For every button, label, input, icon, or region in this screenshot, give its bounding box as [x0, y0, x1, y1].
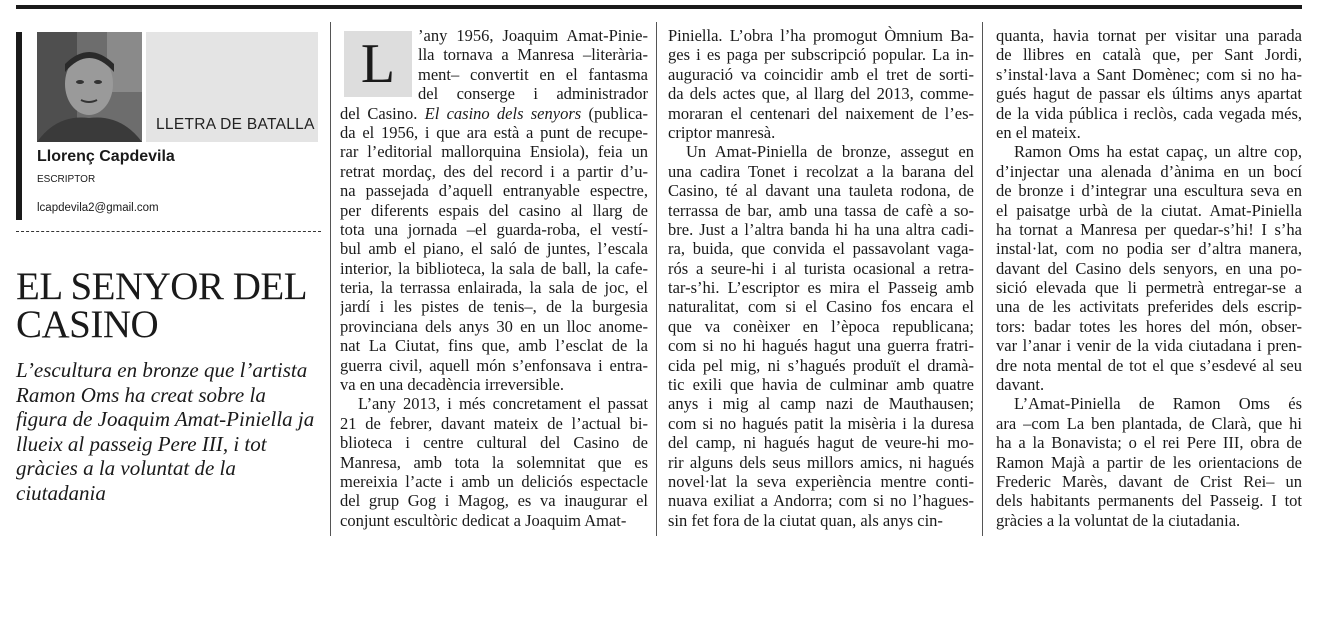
text-line: com si no hi hagués hagut una guerra fratri-	[668, 336, 974, 356]
text-line: anys i mig al camp nazi de Mauthausen;	[668, 394, 974, 414]
text-line: da dels actes que, al llarg del 2013, comme-	[668, 84, 974, 104]
text-line: gràcies a la voluntat de la ciutadania.	[996, 510, 1241, 530]
text-line: ra, buida, que convida el passavolant vaga-	[668, 239, 974, 259]
text-line: de la vida pública i reclòs, cada vegada més,	[996, 103, 1302, 123]
author-photo	[37, 32, 142, 142]
article-column-2	[668, 26, 974, 530]
text-line: sició elevada que li permetrà entregar-se a	[996, 278, 1302, 298]
text-line: una de les activitats preferides dels escrip-	[996, 297, 1302, 317]
text-line: per diferents espais del casino al llarg de	[340, 200, 648, 220]
text-line: ment– convertit en el fantasma	[418, 64, 648, 84]
text-line: ha tornat a Manresa per quedar-s’hi! I s’ha	[996, 219, 1302, 239]
text-line: 21 de febrer, davant mateix de l’actual bi-	[340, 413, 648, 433]
text-line: var l’anar i venir de la vida ciutadana i pren-	[996, 336, 1302, 356]
section-label-box	[146, 32, 318, 142]
column-rule	[656, 22, 657, 536]
text-line: ges i es paga per subscripció popular. La in-	[668, 45, 974, 65]
text-line: terrassa de bar, amb una tassa de cafè a so-	[668, 200, 974, 220]
text-line: teria, la terrassa enlairada, la sala de joc, el	[340, 278, 648, 298]
text-line: na passejada d’aquell entranyable espectre,	[340, 181, 648, 201]
text-line: jardí i les pistes de tenis–, de la burgesia	[340, 297, 648, 317]
article-column-3	[996, 26, 1302, 530]
text-line: ha a la Bonavista; o el rei Pere III, obra de	[996, 433, 1302, 453]
text-line: Piniella. L’obra l’ha promogut Òmnium Ba-	[668, 26, 974, 45]
drop-cap: L	[344, 31, 412, 97]
text-line: auguració va coincidir amb el tret de sorti-	[668, 64, 974, 84]
text-line: bre. Just a l’altra banda hi ha una altra cadi-	[668, 219, 974, 239]
text-line: sin fet fora de la ciutat quan, als anys cin-	[668, 510, 943, 530]
author-accent-bar	[16, 32, 22, 220]
text-line: dre nota mental de tot el que s’esdevé al seu	[996, 355, 1302, 375]
text-line: tors: badar totes les hores del món, obser-	[996, 316, 1302, 336]
text-line: davant.	[996, 375, 1045, 395]
text-line: el paisatge urbà de la ciutat. Amat-Piniella	[996, 200, 1302, 220]
text-line: nat La Ciutat, fins que, amb l’esclat de la	[340, 336, 648, 356]
text-line: criptor manresà.	[668, 122, 776, 142]
column-rule	[982, 22, 983, 536]
text-line: Ramon Majà a partir de les orientacions de	[996, 452, 1302, 472]
text-line: s’instal·lava a Sant Domènec; com si no ha-	[996, 64, 1302, 84]
text-line: davant del Casino dels senyors, en una po-	[996, 258, 1302, 278]
text-line: L’Amat-Piniella de Ramon Oms és	[1014, 394, 1302, 414]
text-line: de llibres en català que, per Sant Jordi,	[996, 45, 1302, 65]
text-line: rar l’editorial mallorquina Ensiola), feia un	[340, 142, 648, 162]
divider	[16, 231, 321, 232]
text-line: com si no hagués patit la misèria i la duresa	[668, 413, 974, 433]
text-line: cida pel mig, ni s’hagués produït el dramà-	[668, 355, 974, 375]
text-line: L’any 2013, i més concretament el passat	[358, 394, 648, 414]
text-line: tar-s’hi. L’escriptor es mira el Passeig amb	[668, 278, 974, 298]
text-line: de bronze i d’integrar una escultura seva en	[996, 181, 1302, 201]
text-line: ’any 1956, Joaquim Amat-Pinie-	[418, 26, 648, 45]
text-line: del grup Gog i Magog, es va inaugurar el	[340, 491, 648, 511]
text-line: interior, la biblioteca, la sala de ball, la cafe-	[340, 258, 648, 278]
text-line: Ramon Oms ha estat capaç, un altre cop,	[1014, 142, 1302, 162]
text-line: novel·lat la seva experiència mentre conti-	[668, 471, 974, 491]
text-line: d’injectar una alenada d’ànima en un bocí	[996, 161, 1302, 181]
author-name: Llorenç Capdevila	[37, 148, 175, 165]
text-line: da el 1956, i que ara està a punt de recupe-	[340, 122, 648, 142]
text-line: va en una decadència irreversible.	[340, 375, 564, 395]
text-line: naturalitat, com si el Casino fos encara el	[668, 297, 974, 317]
text-line: Frederic Marès, davant de Crist Rei– un	[996, 471, 1302, 491]
text-line: una cadira Tonet i recolzat a la barana del	[668, 161, 974, 181]
text-line: del conserge i administrador	[418, 84, 648, 104]
text-line: quanta, havia tornat per visitar una parada	[996, 26, 1302, 45]
text-line: lla tornava a Manresa –literària-	[418, 45, 648, 65]
text-line: moraran el centenari del naixement de l’es-	[668, 103, 974, 123]
text-line: Un Amat-Piniella de bronze, assegut en	[686, 142, 974, 162]
text-line: del camp, ni hagués hagut de veure-hi mo-	[668, 433, 974, 453]
section-label: LLETRA DE BATALLA	[156, 116, 315, 133]
text-line: en el mateix.	[996, 122, 1081, 142]
text-line: nuava exiliat a Andorra; com si no l’hagues-	[668, 491, 974, 511]
text-line: mereixia l’acte i amb un deliciós espectacle	[340, 471, 648, 491]
text-line: conjunt escultòric dedicat a Joaquim Amat-	[340, 510, 627, 530]
headline: EL SENYOR DEL CASINO	[16, 265, 306, 346]
text-line: rós a seure-hi i al turista ocasional a retra-	[668, 258, 974, 278]
text-line: rir alguns dels seus millors amics, ni hagués	[668, 452, 974, 472]
text-line: ara –com La ben plantada, de Clarà, que hi	[996, 413, 1302, 433]
text-line: Casino, té al davant una tauleta rodona, de	[668, 181, 974, 201]
text-line: bul amb el piano, el saló de juntes, l’escala	[340, 239, 648, 259]
text-line: tic exili que havia de culminar amb quatre	[668, 375, 974, 395]
text-line: blioteca i centre cultural del Casino de	[340, 433, 648, 453]
text-line: tota una jornada –el guarda-roba, el vestí-	[340, 219, 648, 239]
text-line: que va conèixer en l’època republicana;	[668, 316, 974, 336]
text-line: provinciana dels anys 30 en un lloc anome-	[340, 316, 648, 336]
text-line: dels habitants permanents del Passeig. I tot	[996, 491, 1302, 511]
author-email[interactable]: lcapdevila2@gmail.com	[37, 202, 159, 214]
text-line: retrat mordaç, des del record i a partir d’u-	[340, 161, 648, 181]
text-line: Manresa, amb tota la solemnitat que es	[340, 452, 648, 472]
text-line: guerra civil, aquell món s’enfonsava i entra-	[340, 355, 648, 375]
article-column-1	[340, 26, 648, 530]
text-line: instal·lat, com no podia ser d’altra manera,	[996, 239, 1302, 259]
text-line: del Casino. El casino dels senyors (publica-	[340, 103, 648, 123]
column-rule	[330, 22, 331, 536]
text-line: gués hagut de passar els últims anys apartat	[996, 84, 1302, 104]
top-rule	[16, 5, 1302, 9]
author-role: ESCRIPTOR	[37, 174, 96, 185]
subhead: L’escultura en bronze que l’artista Ramon Oms ha creat sobre la figura de Joaquim Amat-Piniella ja llueix al passeig Pere III, i tot gràcies a la voluntat de la ciutadania	[16, 358, 315, 505]
